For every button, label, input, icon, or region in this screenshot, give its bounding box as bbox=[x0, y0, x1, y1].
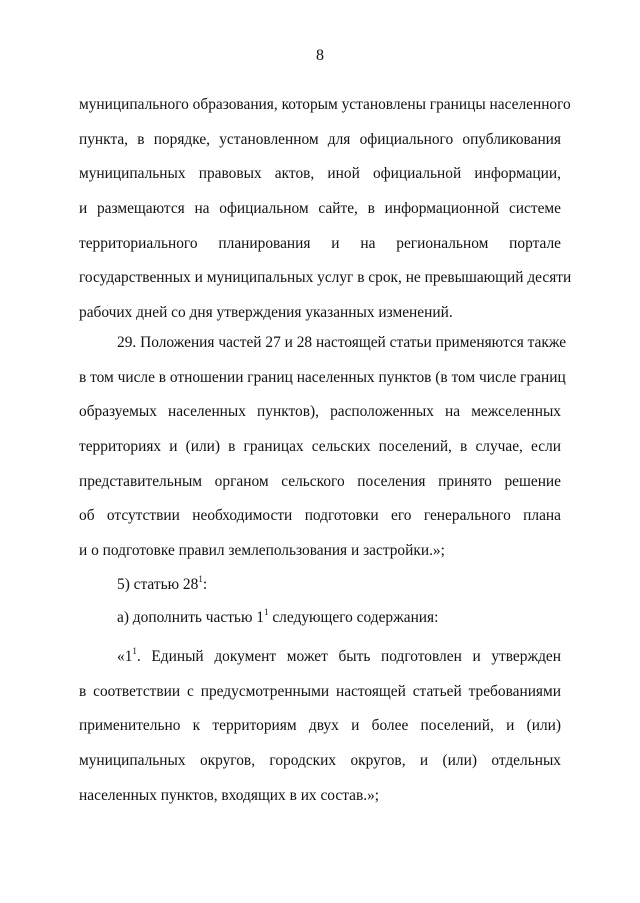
text-fragment: . Единый документ может быть подготовлен и утвержден bbox=[136, 648, 561, 665]
text-line bbox=[79, 640, 561, 675]
text-line: муниципального образования, которым установлены границы населенного bbox=[79, 96, 571, 113]
paragraph-item-5 bbox=[79, 568, 561, 603]
text-line: территориального планирования и на региональном портале bbox=[79, 234, 561, 252]
superscript: 1 bbox=[132, 645, 137, 656]
text-fragment: 5) статью 28 bbox=[117, 576, 199, 593]
text-fragment: : bbox=[202, 576, 208, 593]
text-line: применительно к территориям двух и более поселений, и (или) bbox=[79, 717, 561, 735]
text-line bbox=[79, 568, 561, 603]
text-line: территориях и (или) в границах сельских поселений, в случае, если bbox=[79, 438, 561, 456]
superscript: 1 bbox=[198, 573, 203, 584]
page-number: 8 bbox=[316, 47, 324, 64]
text-fragment: «1 bbox=[117, 648, 133, 665]
paragraph-1-1 bbox=[79, 640, 561, 813]
superscript: 1 bbox=[264, 606, 269, 617]
text-line: об отсутствии необходимости подготовки его генерального плана bbox=[79, 507, 561, 525]
paragraph-29 bbox=[79, 326, 567, 569]
text-fragment: следующего содержания: bbox=[268, 609, 439, 626]
text-line: государственных и муниципальных услуг в срок, не превышающий десяти bbox=[79, 269, 572, 287]
text-line: муниципальных округов, городских округов, и (или) отдельных bbox=[79, 752, 561, 770]
text-line bbox=[79, 601, 561, 636]
text-line: муниципальных правовых актов, иной официальной информации, bbox=[79, 165, 561, 183]
text-line: представительным органом сельского поселения принято решение bbox=[79, 472, 561, 490]
text-line: образуемых населенных пунктов), расположенных на межселенных bbox=[79, 403, 561, 421]
text-line: в соответствии с предусмотренными настоящей статьей требованиями bbox=[79, 682, 561, 700]
text-line: рабочих дней со дня утверждения указанных изменений. bbox=[79, 304, 453, 322]
text-line: населенных пунктов, входящих в их состав.»; bbox=[79, 786, 380, 804]
text-line: в том числе в отношении границ населенных пунктов (в том числе границ bbox=[79, 368, 566, 386]
text-line: пункта, в порядке, установленном для официального опубликования bbox=[79, 130, 561, 148]
text-fragment: а) дополнить частью 1 bbox=[117, 609, 264, 626]
paragraph-item-a bbox=[79, 601, 561, 636]
text-line: и размещаются на официальном сайте, в информационной системе bbox=[79, 200, 561, 218]
text-line: 29. Положения частей 27 и 28 настоящей статьи применяются также bbox=[117, 334, 567, 351]
text-line: и о подготовке правил землепользования и застройки.»; bbox=[79, 542, 445, 560]
paragraph-continuation bbox=[79, 88, 572, 331]
